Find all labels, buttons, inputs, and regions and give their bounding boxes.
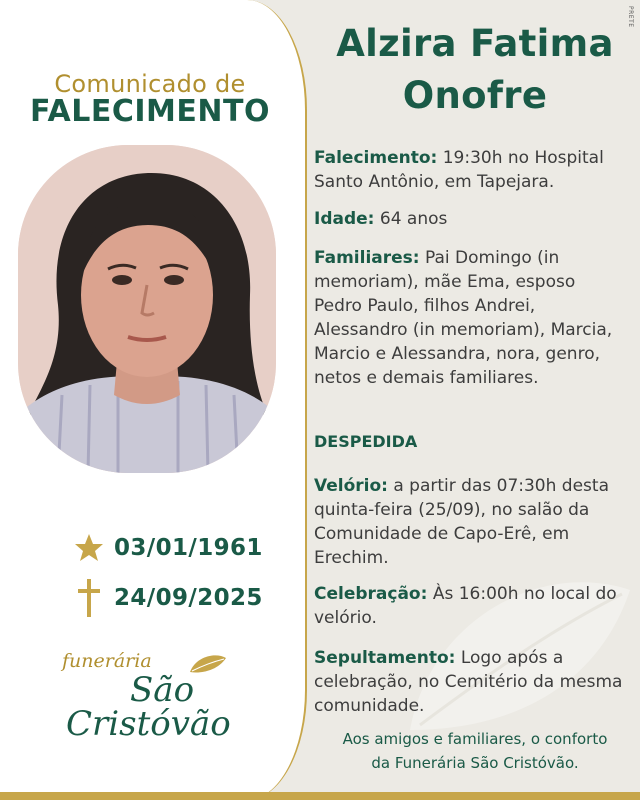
- familiares-label: Familiares:: [314, 248, 420, 268]
- falecimento-label: Falecimento:: [314, 148, 438, 168]
- velorio-text: a partir das 07:30h desta quinta-feira (25/09), no salão da Comunidade de Capo-Erê, em Erechim.: [314, 476, 609, 568]
- star-icon: [72, 530, 106, 566]
- death-date: 24/09/2025: [114, 585, 263, 611]
- celebracao-info: [314, 582, 628, 630]
- name-line-1: Alzira Fatima: [336, 22, 614, 65]
- falecimento-text: 19:30h no Hospital Santo Antônio, em Tapejara.: [314, 148, 604, 192]
- idade-text: 64 anos: [374, 209, 448, 229]
- logo-line-1: funerária: [62, 650, 152, 672]
- death-date-row: [72, 580, 263, 616]
- funeraria-logo: [60, 648, 250, 748]
- falecimento-heading: FALECIMENTO: [30, 94, 270, 129]
- cross-icon: [72, 580, 106, 616]
- velorio-label: Velório:: [314, 476, 388, 496]
- deceased-photo: [18, 145, 276, 473]
- celebracao-text: Às 16:00h no local do velório.: [314, 584, 617, 628]
- deceased-name: [310, 18, 640, 122]
- sepultamento-info: [314, 646, 628, 718]
- closing-line-2: da Funerária São Cristóvão.: [371, 754, 579, 772]
- closing-line-1: Aos amigos e familiares, o conforto: [342, 730, 608, 748]
- communicado-heading: Comunicado de: [54, 70, 246, 98]
- idade-label: Idade:: [314, 209, 375, 229]
- sepultamento-text: Logo após a celebração, no Cemitério da mesma comunidade.: [314, 648, 623, 716]
- falecimento-info: [314, 146, 628, 194]
- despedida-heading: DESPEDIDA: [314, 432, 418, 451]
- logo-line-3: Cristóvão: [66, 704, 231, 744]
- celebracao-label: Celebração:: [314, 584, 428, 604]
- logo-line-2: São: [130, 670, 195, 710]
- velorio-info: [314, 474, 628, 570]
- idade-info: [314, 207, 628, 231]
- bottom-bar: [0, 792, 640, 800]
- birth-date: 03/01/1961: [114, 535, 263, 561]
- sepultamento-label: Sepultamento:: [314, 648, 456, 668]
- birth-date-row: [72, 530, 263, 566]
- closing-message: [310, 727, 640, 775]
- familiares-info: [314, 246, 628, 390]
- name-line-2: Onofre: [402, 74, 548, 117]
- familiares-text: Pai Domingo (in memoriam), mãe Ema, esposo Pedro Paulo, filhos Andrei, Alessandro (in memoriam), Marcia, Marcio e Alessandra, nora, genro, netos e demais familiares.: [314, 248, 613, 388]
- brand-tag: PRETE: [627, 6, 634, 28]
